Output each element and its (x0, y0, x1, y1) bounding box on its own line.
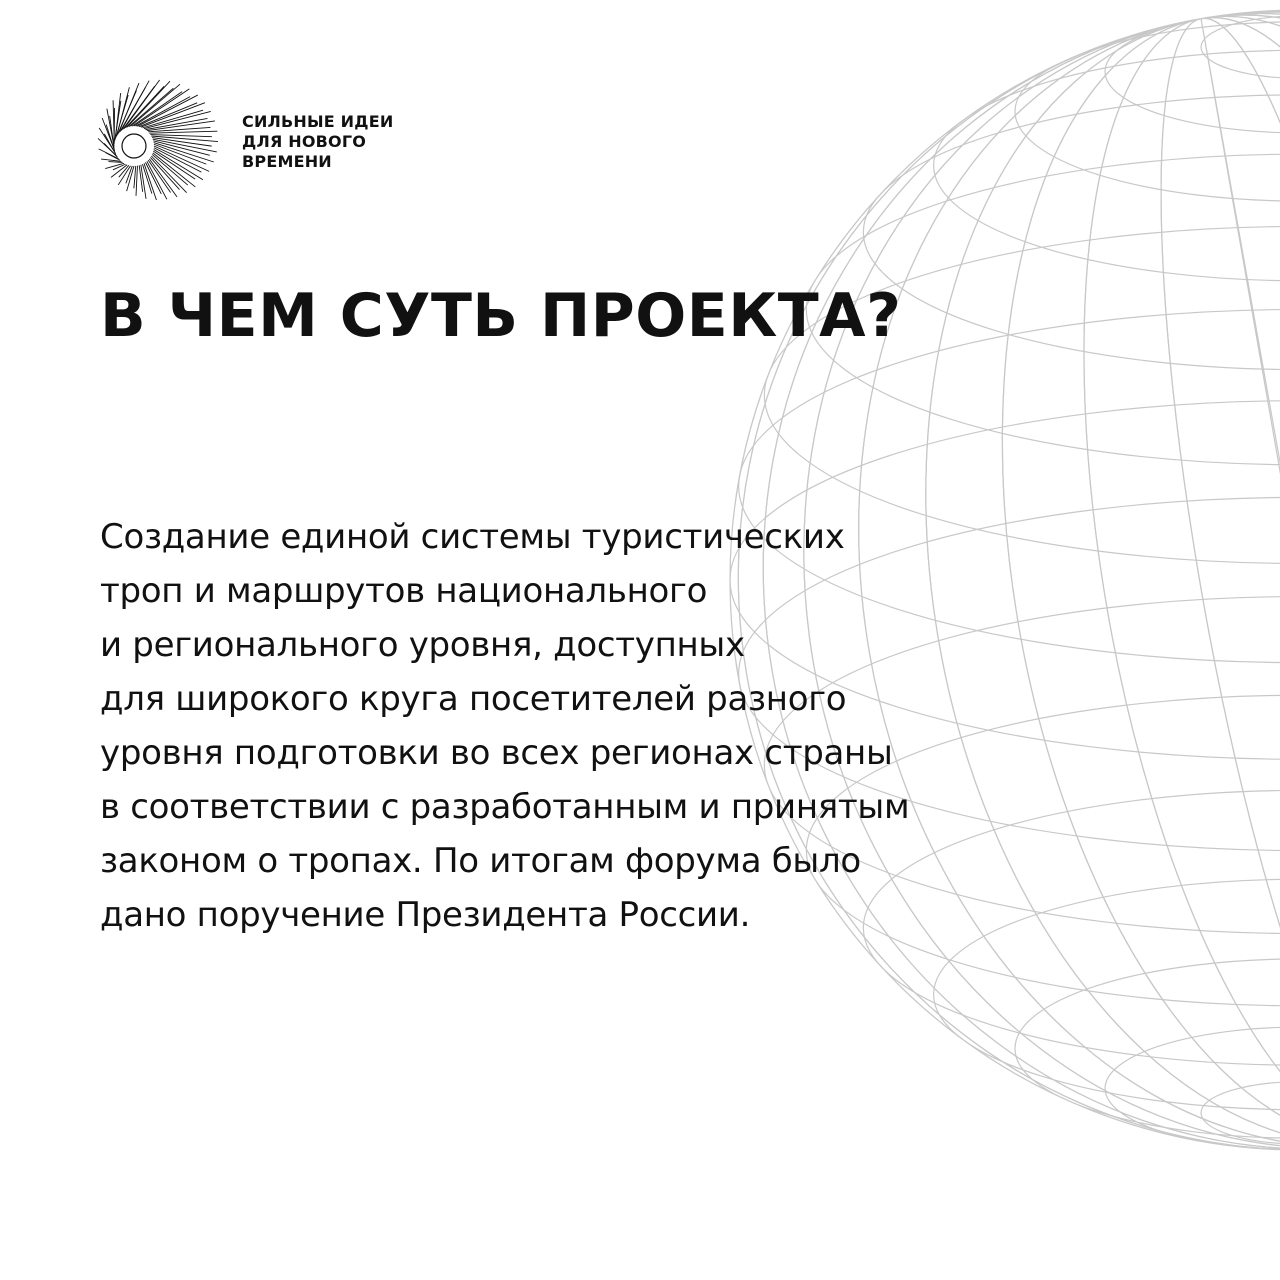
logo-ray (153, 141, 209, 156)
brand-name (242, 112, 393, 172)
globe-longitude-line (1009, 0, 1280, 1175)
body-line-1: Создание единой системы туристических (100, 517, 845, 557)
globe-latitude-line (863, 95, 1280, 370)
globe-longitude-line (1200, 18, 1280, 1141)
body-line-8: дано поручение Президента России. (100, 895, 751, 935)
logo-ray (134, 89, 189, 126)
logo-center-ring (122, 134, 146, 158)
globe-longitude-line (1009, 0, 1280, 1175)
brand-name-line-1: СИЛЬНЫЕ ИДЕИ (242, 112, 394, 131)
brand-name-line-2: ДЛЯ НОВОГО (242, 132, 367, 151)
globe-latitude-line (934, 50, 1280, 281)
sunburst-ring-icon (96, 78, 220, 202)
globe-longitude-line (1104, 1, 1280, 1158)
body-line-4: для широкого круга посетителей разного (100, 679, 847, 719)
body-line-2: троп и маршрутов национального (100, 571, 708, 611)
body-line-7: законом о тропах. По итогам форума было (100, 841, 861, 881)
page-title: В ЧЕМ СУТЬ ПРОЕКТА? (100, 281, 902, 351)
globe-latitude-line (1201, 1082, 1280, 1144)
body-paragraph (100, 510, 909, 942)
body-line-3: и регионального уровня, доступных (100, 625, 745, 665)
body-line-6: в соответствии с разработанным и принятым (100, 787, 910, 827)
logo-ray (134, 166, 136, 188)
brand-name-line-3: ВРЕМЕНИ (242, 152, 332, 171)
logo-ray (139, 165, 142, 191)
logo-ray (136, 166, 137, 196)
globe-longitude-line (1104, 1, 1280, 1158)
body-line-5: уровня подготовки во всех регионах страны (100, 733, 893, 773)
globe-longitude-line (920, 0, 1280, 1191)
logo-ray (113, 100, 114, 142)
globe-latitude-line (863, 790, 1280, 1065)
globe-longitude-line (920, 0, 1280, 1191)
brand-logo (96, 78, 393, 202)
